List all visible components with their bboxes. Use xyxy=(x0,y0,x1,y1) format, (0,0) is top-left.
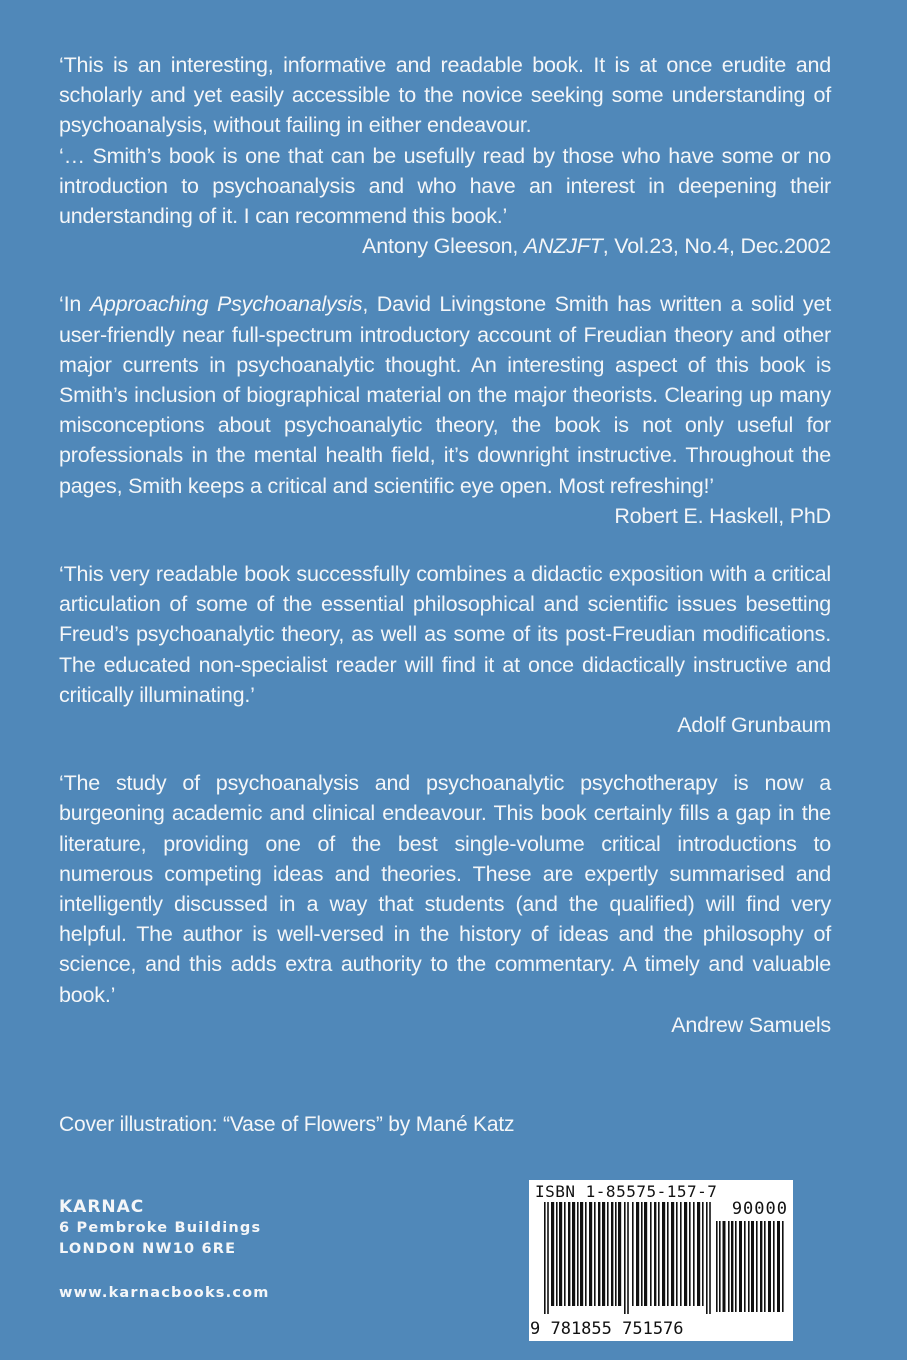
isbn-barcode xyxy=(529,1180,793,1341)
quote-prefix: ‘In xyxy=(59,292,90,317)
review-attribution: Adolf Grunbaum xyxy=(677,713,831,738)
barcode-addon-bars-icon xyxy=(716,1221,784,1312)
reviewer-name: Antony Gleeson, xyxy=(362,234,524,259)
isbn-label: ISBN 1-85575-157-7 xyxy=(535,1182,718,1201)
review-quote xyxy=(59,289,831,500)
review-paragraph: ‘This is an interesting, informative and readable book. It is at once erudite and scholarly and yet easily accessible to the novice seeking some understanding of psychoanalysis, without failing in either endeavour. xyxy=(59,53,831,138)
review-attribution: Robert E. Haskell, PhD xyxy=(614,503,831,528)
publisher-website: www.karnacbooks.com xyxy=(59,1285,270,1301)
review-grunbaum xyxy=(59,559,831,740)
review-quote xyxy=(59,559,831,710)
review-quote xyxy=(59,768,831,1010)
review-attribution: Andrew Samuels xyxy=(671,1012,831,1037)
cover-illustration-credit: Cover illustration: “Vase of Flowers” by Mané Katz xyxy=(59,1113,515,1136)
journal-name: ANZJFT xyxy=(523,234,603,259)
journal-details: , Vol.23, No.4, Dec.2002 xyxy=(602,234,831,259)
barcode-ean-number: 9 781855 751576 xyxy=(530,1319,684,1339)
review-attribution xyxy=(59,231,831,261)
review-haskell xyxy=(59,289,831,531)
review-quote xyxy=(59,50,831,231)
review-paragraph: ‘… Smith’s book is one that can be usefully read by those who have some or no introduction to psychoanalysis and who have an interest in deepening their understanding of it. I can recommend this book.’ xyxy=(59,143,831,229)
publisher-address-line1: 6 Pembroke Buildings xyxy=(59,1220,262,1236)
publisher-address-line2: LONDON NW10 6RE xyxy=(59,1241,237,1257)
review-paragraph xyxy=(59,289,831,500)
barcode-addon-number: 90000 xyxy=(731,1199,788,1219)
back-cover-reviews xyxy=(59,50,831,1068)
review-gleeson xyxy=(59,50,831,261)
review-paragraph: ‘The study of psychoanalysis and psychoanalytic psychotherapy is now a burgeoning academic and clinical endeavour. This book certainly fills a gap in the literature, providing one of the best single-volume critical introductions to numerous competing ideas and theories. These are expertly summarised and intelligently discussed in a way that students (and the qualified) will find very helpful. The author is well-versed in the history of ideas and the philosophy of science, and this adds extra authority to the commentary. A timely and valuable book.’ xyxy=(59,771,831,1007)
publisher-block xyxy=(59,1197,270,1304)
review-paragraph: ‘This very readable book successfully combines a didactic exposition with a critical articulation of some of the essential philosophical and scientific issues besetting Freud’s psychoanalytic theory, as well as some of its post-Freudian modifications. The educated non-specialist reader will find it at once didactically instructive and critically illuminating.’ xyxy=(59,562,831,707)
barcode-bars-icon xyxy=(544,1202,712,1314)
quote-text: , David Livingstone Smith has written a solid yet user-friendly near full-spectrum introductory account of Freudian theory and other major currents in psychoanalytic thought. An interesting aspect of this book is Smith’s inclusion of biographical material on the major theorists. Clearing up many misconceptions about psychoanalytic theory, the book is not only useful for professionals in the mental health field, it’s downright instructive. Throughout the pages, Smith keeps a critical and scientific eye open. Most refreshing!’ xyxy=(59,292,831,498)
book-title: Approaching Psychoanalysis xyxy=(89,292,363,317)
publisher-name: KARNAC xyxy=(59,1197,145,1217)
review-samuels xyxy=(59,768,831,1040)
